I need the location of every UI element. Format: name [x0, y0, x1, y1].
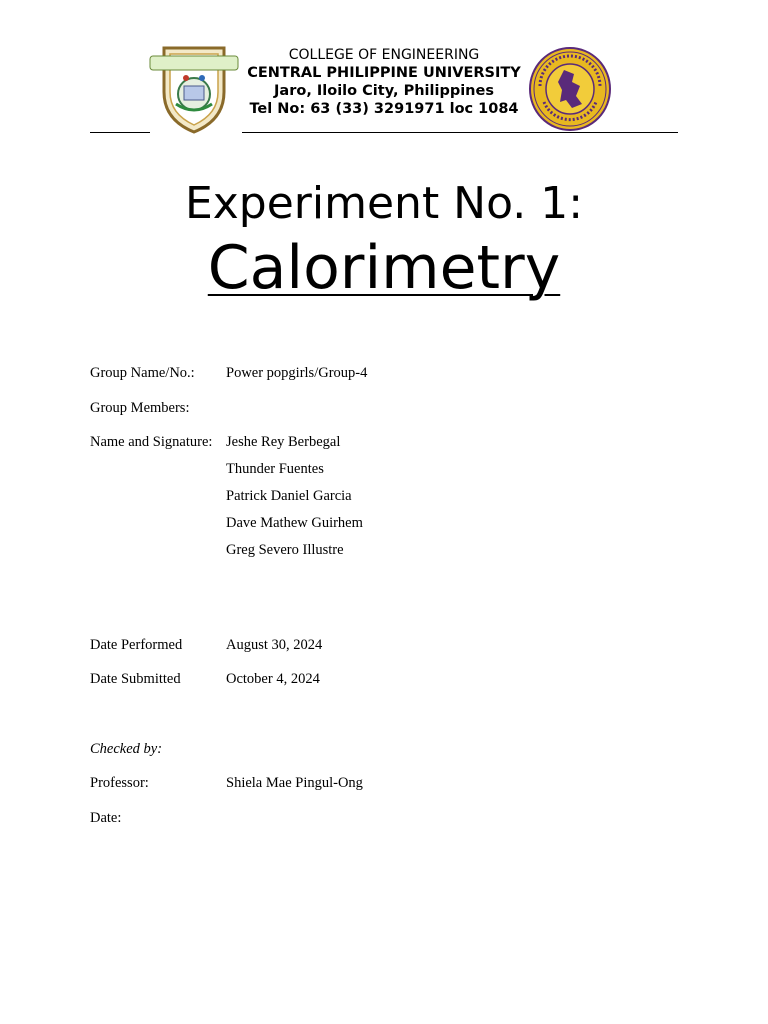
member-name: Dave Mathew Guirhem: [226, 515, 363, 531]
letterhead-text: [238, 46, 530, 118]
experiment-number: Experiment No. 1:: [184, 178, 584, 229]
experiment-title-text: Calorimetry: [207, 233, 561, 303]
member-name: Jeshe Rey Berbegal: [226, 434, 341, 450]
telephone-number: Tel No: 63 (33) 3291971 loc 1084: [249, 101, 519, 117]
university-name: CENTRAL PHILIPPINE UNIVERSITY: [247, 65, 521, 81]
letterhead-rule-left: [90, 132, 150, 133]
college-name: COLLEGE OF ENGINEERING: [288, 47, 480, 63]
date-performed-label: Date Performed: [90, 637, 183, 653]
group-name-value: Power popgirls/Group-4: [226, 365, 368, 381]
member-name: Thunder Fuentes: [226, 461, 324, 477]
professor-label: Professor:: [90, 775, 149, 791]
group-name-label: Group Name/No.:: [90, 365, 195, 381]
letterhead: [90, 38, 678, 136]
checked-by-label: Checked by:: [90, 741, 163, 757]
member-name: Patrick Daniel Garcia: [226, 488, 352, 504]
member-name: Greg Severo Illustre: [226, 542, 344, 558]
college-of-engineering-logo: [148, 42, 240, 134]
date-submitted-value: October 4, 2024: [226, 671, 320, 687]
university-seal-icon: [528, 46, 612, 132]
name-signature-label: Name and Signature:: [90, 434, 213, 450]
experiment-title: [0, 232, 768, 304]
professor-value: Shiela Mae Pingul-Ong: [226, 775, 363, 791]
check-date-label: Date:: [90, 810, 122, 826]
date-submitted-label: Date Submitted: [90, 671, 181, 687]
letterhead-rule-right: [242, 132, 678, 133]
university-address: Jaro, Iloilo City, Philippines: [274, 83, 494, 99]
group-members-label: Group Members:: [90, 400, 190, 416]
date-performed-value: August 30, 2024: [226, 637, 323, 653]
